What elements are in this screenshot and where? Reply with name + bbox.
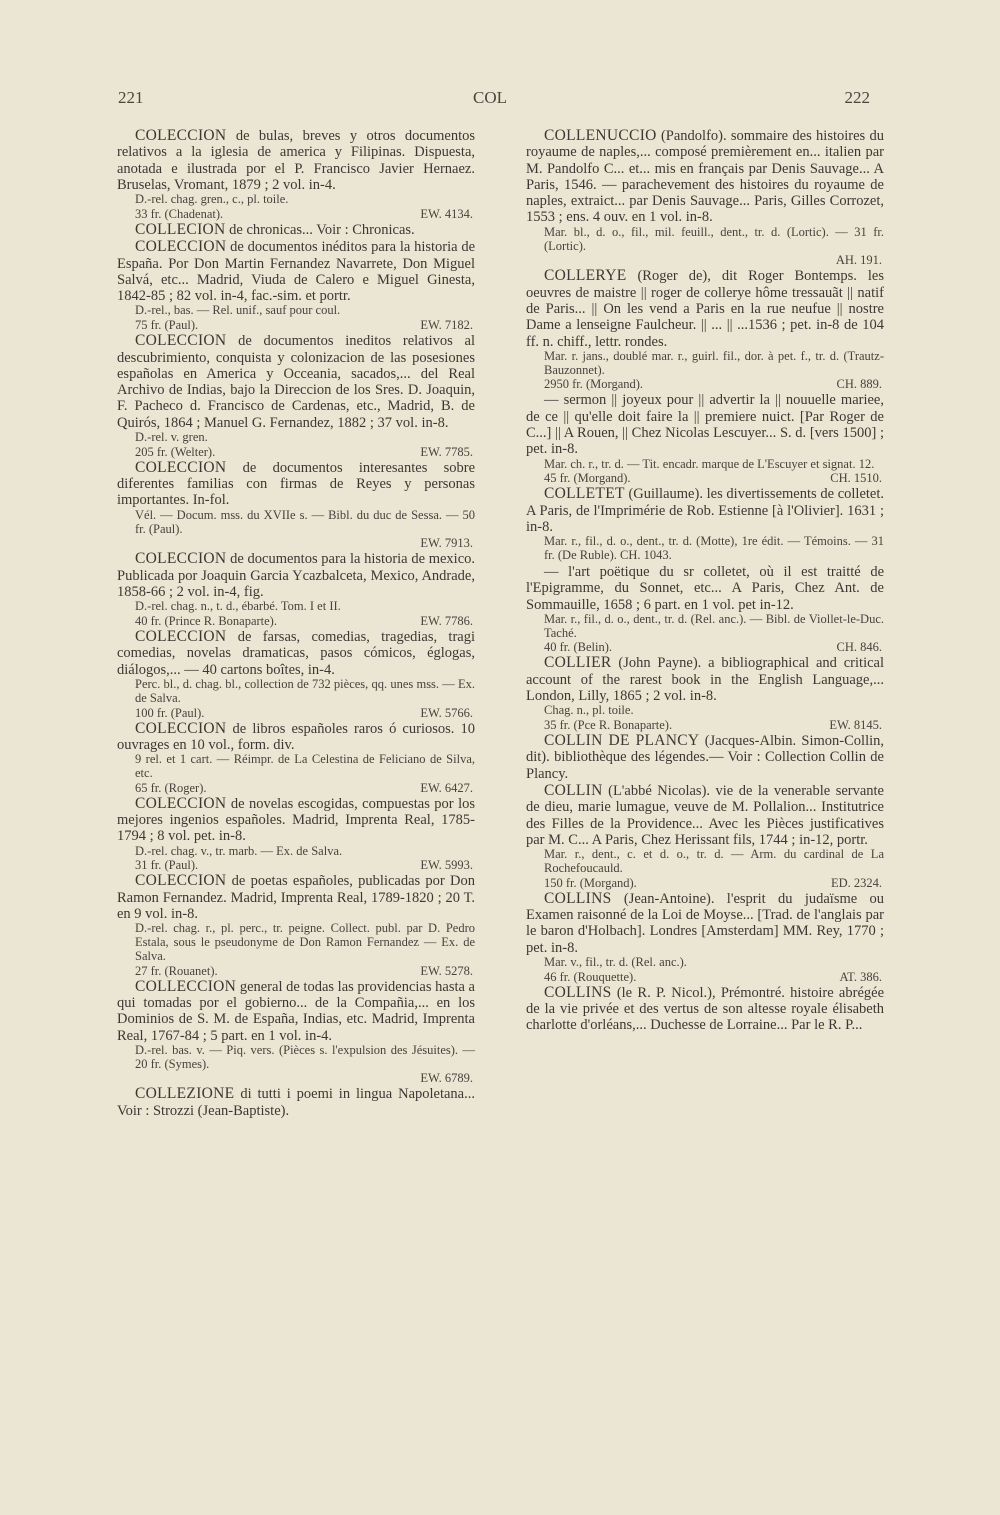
bibliography-entry [117, 629, 475, 719]
catalogue-reference: EW. 7785. [420, 444, 473, 459]
binding-note: D.-rel. bas. v. — Piq. vers. (Pièces s. l'expulsion des Jésuites). — 20 fr. (Symes). [135, 1042, 475, 1071]
page-number-left: 221 [118, 88, 144, 107]
binding-note: Chag. n., pl. toile. [544, 703, 634, 718]
price-line [117, 858, 475, 872]
entry-text [526, 891, 884, 956]
bibliography-entry [117, 1086, 475, 1119]
binding-note: Mar. r., fil., d. o., dent., tr. d. (Motte), 1re édit. — Témoins. — 31 fr. (De Ruble). CH. 1043. [544, 534, 884, 563]
entry-description: de bulas, breves y otros documentos relativos a la iglesia de america y Filipinas. Dispuesta, anotada e ilustrada por el P. Francisco Javier Hernaez. Bruselas, Vromant, 1879 ; 2 vol. in-4. [117, 128, 475, 193]
catalogue-reference: CH. 889. [836, 377, 882, 392]
binding-note: 9 rel. et 1 cart. — Réimpr. de La Celestina de Feliciano de Silva, etc. [135, 752, 475, 780]
entry-headword: COLECCION [135, 794, 227, 812]
bibliography-entry [526, 655, 884, 732]
binding-note: D.-rel., bas. — Rel. unif., sauf pour coul. [135, 303, 341, 318]
entry-headword: COLLIER [544, 654, 612, 672]
entry-text [526, 733, 884, 782]
catalogue-reference: EW. 8145. [829, 718, 882, 733]
bibliography-entry [526, 564, 884, 654]
entry-description: — l'art poëtique du sr colletet, où il est traitté de l'Epigramme, du Sonnet, etc... A Paris, Chez Ant. de Sommauille, 1658 ; 6 part. en 1 vol. pet in-12. [526, 563, 884, 613]
entry-headword: COLLERYE [544, 267, 627, 285]
price-line [526, 970, 884, 984]
entry-text [117, 239, 475, 304]
bibliography-entry [117, 239, 475, 332]
sale-price: 40 fr. (Belin). [544, 640, 613, 655]
price-line [526, 253, 884, 267]
sale-price: 2950 fr. (Morgand). [544, 377, 644, 392]
entry-text [117, 1086, 475, 1119]
entry-headword: COLLECION [135, 220, 226, 238]
entry-headword: COLLECCION [135, 977, 237, 995]
price-line [117, 207, 475, 221]
sale-price: 100 fr. (Paul). [135, 705, 205, 720]
entry-description: (Pandolfo). sommaire des histoires du royaume de naples,... composé premièrement en... italien par M. Pandolfo C... et... mis en français par Denis Sauvage... A Paris, 1546. — parachevement des histoires du royaume de naples, extraict... par Denis Sauvage... Paris, Gilles Corrozet, 1553 ; ens. 4 ouv. en 1 vol. in-8. [526, 128, 884, 226]
price-line [526, 718, 884, 732]
entry-headword: COLLIN DE PLANCY [544, 732, 700, 750]
price-line [117, 964, 475, 978]
bibliography-entry [117, 796, 475, 873]
bibliography-entry [526, 783, 884, 890]
entry-headword: COLECCION [135, 719, 227, 737]
entry-headword: COLECCION [135, 458, 227, 476]
binding-note: Mar. ch. r., tr. d. — Tit. encadr. marque de L'Escuyer et signat. 12. [544, 456, 875, 471]
binding-note: Mar. bl., d. o., fil., mil. feuill., dent., tr. d. (Lortic). — 31 fr. (Lortic). [544, 224, 884, 253]
entry-description: de poetas españoles, publicadas por Don Ramon Fernandez. Madrid, Imprenta Real, 1789-1820 ; 20 T. en 9 vol. in-8. [117, 873, 475, 922]
entry-text [117, 796, 475, 845]
bibliography-entry [117, 333, 475, 459]
entry-headword: COLECCION [135, 238, 227, 256]
entry-description: (L'abbé Nicolas). vie de la venerable servante de dieu, marie lumague, veuve de M. Pollalion... Institutrice des Filles de la Providence... Avec les Pièces justificatives par M. C... A Paris, Chez Herissant fils, 1744 ; in-12, portr. [526, 782, 884, 848]
entry-text [526, 564, 884, 613]
entry-text [117, 551, 475, 600]
running-title: COL [473, 88, 507, 107]
entry-text [117, 333, 475, 431]
entry-description: de documentos ineditos relativos al descubrimiento, conquista y colonizacion de las posesiones españolas en America y Occeania, sacados,... del Real Archivo de Indias, bajo la Direccion de los Sres. D. Joaquin, F. Pacheco d. Francisco de Cardenas, etc., Madrid, B. de Quirós, 1864 ; Manuel G. Fernandez, 1882 ; 37 vol. in-8. [117, 333, 475, 431]
entry-description: de farsas, comedias, tragedias, tragi comedias, novelas dramaticas, pasos cómicos, églogas, diálogos,... — 40 cartons boîtes, in-4. [117, 629, 475, 678]
bibliography-entry [117, 873, 475, 977]
catalogue-reference: EW. 7913. [420, 536, 473, 551]
price-line [117, 318, 475, 332]
bibliography-entry [117, 979, 475, 1086]
catalogue-reference: EW. 5993. [420, 858, 473, 873]
bibliography-entry [117, 128, 475, 221]
entry-text [526, 783, 884, 848]
entry-headword: COLECCION [135, 550, 227, 568]
catalogue-reference: EW. 7182. [420, 318, 473, 333]
bibliography-entry [117, 551, 475, 628]
sale-price: 150 fr. (Morgand). [544, 875, 637, 890]
entry-description: de chronicas... Voir : Chronicas. [229, 221, 415, 238]
price-line [117, 706, 475, 720]
entry-headword: COLLINS [544, 889, 612, 907]
entry-headword: COLECCION [135, 872, 227, 890]
catalogue-reference: EW. 5278. [420, 963, 473, 978]
entry-headword: COLECCION [135, 628, 227, 646]
entry-description: (John Payne). a bibliographical and critical account of the rarest book in the English Language,... London, Lilly, 1865 ; 2 vol. in-8. [526, 655, 885, 704]
catalogue-reference: EW. 6427. [420, 780, 473, 795]
entry-text [526, 268, 884, 349]
price-line [526, 471, 884, 485]
right-column [526, 128, 884, 1035]
entry-description: de libros españoles raros ó curiosos. 10 ouvrages en 10 vol., form. div. [117, 720, 476, 753]
binding-note: Mar. r., fil., d. o., dent., tr. d. (Rel. anc.). — Bibl. de Viollet-le-Duc. Taché. [544, 611, 884, 640]
entry-text [117, 460, 475, 509]
binding-note: D.-rel. chag. gren., c., pl. toile. [135, 192, 289, 207]
binding-note: Mar. r., dent., c. et d. o., tr. d. — Arm. du cardinal de La Rochefoucauld. [544, 847, 884, 875]
sale-price: 75 fr. (Paul). [135, 318, 199, 333]
entry-description: (Guillaume). les divertissements de colletet. A Paris, de l'Imprimérie de Rob. Estienne [à l'Olivier]. 1631 ; in-8. [526, 486, 885, 536]
price-line [117, 781, 475, 795]
binding-note: D.-rel. chag. r., pl. perc., tr. peigne. Collect. publ. par D. Pedro Estala, sous le pseudonyme de Don Ramon Fernandez — Ex. de Salva. [135, 921, 475, 963]
entry-text [117, 979, 475, 1044]
catalogue-reference: AT. 386. [839, 969, 882, 984]
entry-text [526, 392, 884, 457]
catalogue-reference: CH. 1510. [830, 471, 882, 486]
bibliography-entry [526, 733, 884, 782]
sale-price: 46 fr. (Rouquette). [544, 969, 637, 984]
bibliography-entry [526, 486, 884, 562]
catalogue-reference: ED. 2324. [830, 875, 882, 890]
entry-headword: COLLIN [544, 781, 603, 799]
entry-headword: COLLINS [544, 983, 612, 1001]
sale-price: 31 fr. (Paul). [135, 858, 199, 873]
sale-price: 65 fr. (Roger). [135, 780, 207, 795]
sale-price: 45 fr. (Morgand). [544, 471, 631, 486]
bibliography-entry [526, 891, 884, 984]
entry-description: (le R. P. Nicol.), Prémontré. histoire abrégée de la vie privée et des vertus de son altesse royale élisabeth charlotte d'orléans,... Duchesse de Lorraine... Par le R. P... [526, 984, 885, 1034]
binding-note: Vél. — Docum. mss. du XVIIe s. — Bibl. du duc de Sessa. — 50 fr. (Paul). [135, 507, 475, 536]
entry-headword: COLECCION [135, 127, 227, 144]
running-head [110, 88, 870, 112]
entry-text [526, 655, 884, 704]
entry-description: di tutti i poemi in lingua Napoletana... Voir : Strozzi (Jean-Baptiste). [117, 1086, 475, 1119]
entry-headword: COLLEZIONE [135, 1085, 235, 1103]
catalogue-reference: EW. 7786. [420, 614, 473, 629]
catalogue-reference: EW. 5766. [420, 705, 473, 720]
entry-text [526, 985, 884, 1034]
entry-text [526, 128, 884, 226]
entry-text [117, 873, 475, 922]
binding-note: Mar. r. jans., doublé mar. r., guirl. fil., dor. à pet. f., tr. d. (Trautz-Bauzonnet). [544, 348, 884, 377]
bibliography-entry [117, 460, 475, 550]
price-line [526, 876, 884, 890]
sale-price: 33 fr. (Chadenat). [135, 206, 224, 221]
catalogue-reference: CH. 846. [836, 640, 882, 655]
sale-price: 27 fr. (Rouanet). [135, 963, 218, 978]
binding-note: D.-rel. v. gren. [135, 430, 208, 445]
price-line [526, 640, 884, 654]
entry-headword: COLLETET [544, 485, 625, 503]
bibliography-entry [526, 268, 884, 391]
sale-price: 35 fr. (Pce R. Bonaparte). [544, 718, 673, 733]
catalogue-reference: EW. 6789. [420, 1071, 473, 1086]
price-line [117, 1071, 475, 1085]
entry-description: de documentos inéditos para la historia de España. Por Don Martin Fernandez Navarrete, Don Miguel Salvá, etc... Madrid, Viuda de Calero e Miguel Ginesta, 1842-85 ; 82 vol. in-4, fac.-sim. et portr. [117, 239, 476, 305]
entry-headword: COLECCION [135, 332, 227, 350]
bibliography-entry [526, 985, 884, 1034]
left-column [117, 128, 475, 1120]
entry-description: (Jacques-Albin. Simon-Collin, dit). bibliothèque des légendes.— Voir : Collection Collin de Plancy. [526, 733, 885, 782]
entry-description: de documentos interesantes sobre diferentes familias con firmas de Reyes y personas importantes. In-fol. [117, 459, 476, 509]
entry-description: (Roger de), dit Roger Bontemps. les oeuvres de maistre || roger de collerye hôme tressauãt || natif de Paris... || On les vend a Paris en la rue neufue || nostre Dame a lenseigne Faulcheur. || ... || ...1536 ; pet. in-8 de 104 ff. n. chiff., lettr. rondes. [526, 268, 885, 350]
entry-description: de novelas escogidas, compuestas por los mejores ingenios españoles. Madrid, Imprenta Real, 1785-1794 ; 8 vol. pet. in-8. [117, 795, 475, 845]
entry-text [526, 486, 884, 535]
entry-description: — sermon || joyeux pour || advertir la || nouuelle mariee, de ce || qu'elle doit faire la || premiere nuict. [Par Roger de C...] || A Rouen, || Chez Nicolas Lescuyer... S. d. [vers 1500] ; pet. in-8. [526, 392, 884, 458]
binding-note: D.-rel. chag. n., t. d., ébarbé. Tom. I et II. [135, 599, 341, 614]
price-line [117, 614, 475, 628]
binding-note: D.-rel. chag. v., tr. marb. — Ex. de Salva. [135, 843, 343, 858]
entry-text [117, 222, 475, 238]
price-line [117, 536, 475, 550]
catalogue-reference: AH. 191. [835, 253, 882, 268]
binding-note: Mar. v., fil., tr. d. (Rel. anc.). [544, 954, 687, 969]
bibliography-entry [526, 392, 884, 485]
bibliography-entry [117, 222, 475, 238]
binding-note: Perc. bl., d. chag. bl., collection de 732 pièces, qq. unes mss. — Ex. de Salva. [135, 676, 475, 705]
price-line [526, 377, 884, 391]
entry-description: de documentos para la historia de mexico. Publicada por Joaquin Garcia Ycazbalceta, Mexico, Andrade, 1858-66 ; 2 vol. in-4, fig. [117, 551, 476, 600]
entry-headword: COLLENUCCIO [544, 127, 657, 144]
sale-price: 40 fr. (Prince R. Bonaparte). [135, 614, 277, 629]
page-number-right: 222 [844, 88, 870, 107]
entry-description: general de todas las providencias hasta a qui tomadas por el gobierno... de la Compañia,... en los Dominios de S. M. de España, Indias, etc. Madrid, Imprenta Real, 1767-84 ; 5 part. en 1 vol. in-4. [117, 978, 475, 1044]
entry-description: (Jean-Antoine). l'esprit du judaïsme ou Examen raisonné de la Loi de Moyse... [Trad. de l'anglais par le baron d'Holbach]. Londres [Amsterdam] MM. Rey, 1770 ; pet. in-8. [526, 890, 885, 956]
sale-price: 205 fr. (Welter). [135, 444, 216, 459]
bibliography-entry [117, 721, 475, 795]
price-line [117, 445, 475, 459]
entry-text [117, 721, 475, 754]
entry-text [117, 128, 475, 193]
bibliography-entry [526, 128, 884, 267]
entry-text [117, 629, 475, 678]
catalogue-reference: EW. 4134. [420, 206, 473, 221]
